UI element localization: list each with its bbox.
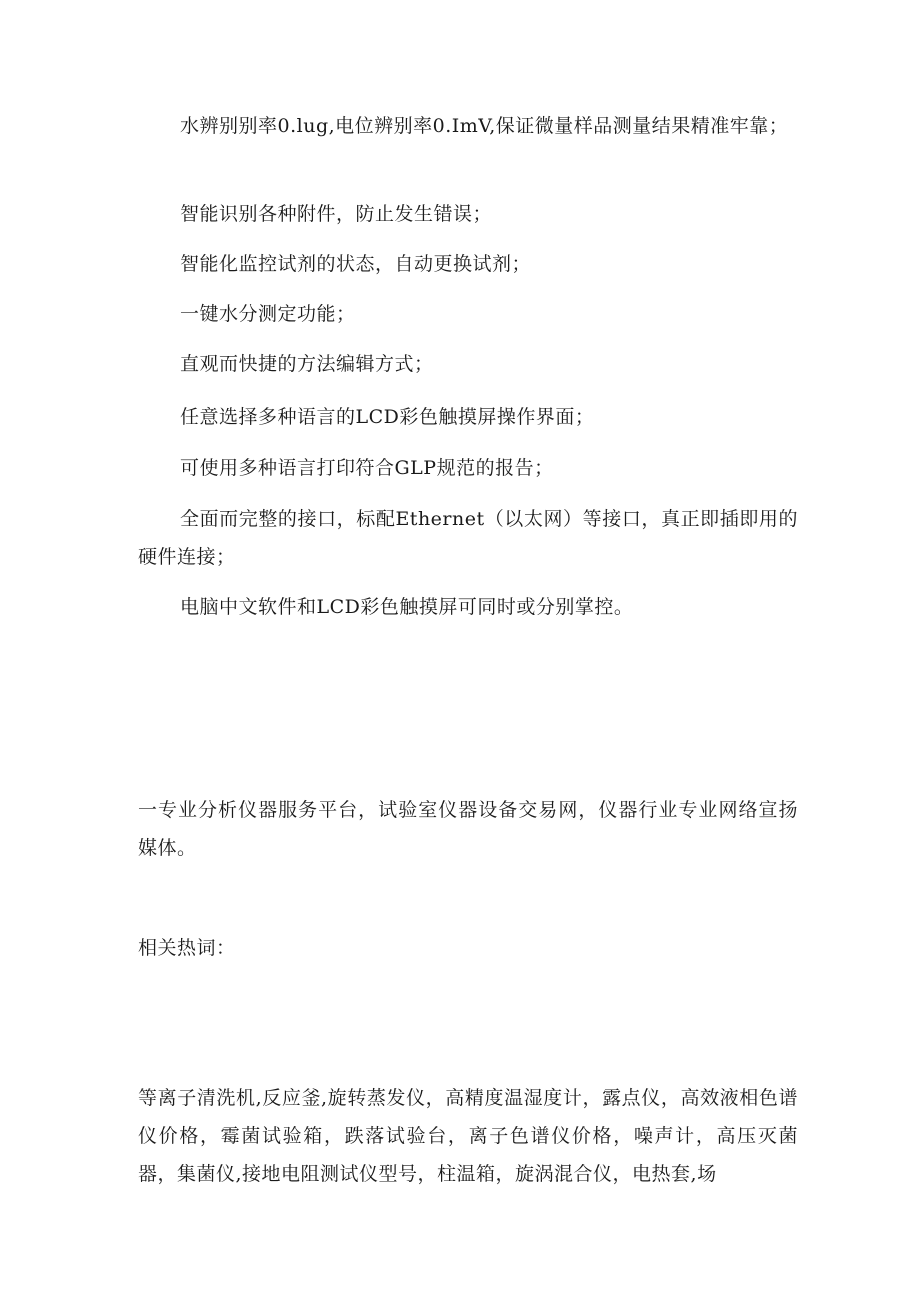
feature-item-interfaces: 全面而完整的接口，标配Ethernet（以太网）等接口，真正即插即用的硬件连接； [138, 508, 798, 568]
feature-item-glp-reports: 可使用多种语言打印符合GLP规范的报告； [180, 457, 554, 479]
feature-item-lcd-languages: 任意选择多种语言的LCD彩色触摸屏操作界面； [180, 406, 595, 428]
related-keywords-list: 等离子清洗机,反应釜,旋转蒸发仪，高精度温湿度计，露点仪，高效液相色谱仪价格，霉菌试验箱，跌落试验台，离子色谱仪价格，噪声计，高压灭菌器，集菌仪,接地电阻测试仪型号，柱温箱，旋涡混合仪，电热套,场 [138, 1087, 798, 1185]
feature-item-software-control: 电脑中文软件和LCD彩色触摸屏可同时或分别掌控。 [180, 596, 634, 618]
related-keywords-heading: 相关热词： [138, 937, 236, 959]
feature-item-one-key-measurement: 一键水分测定功能； [180, 303, 356, 325]
platform-description: 一专业分析仪器服务平台，试验室仪器设备交易网，仪器行业专业网络宣扬媒体。 [138, 799, 798, 859]
feature-item-resolution: 水辨别别率0.lug,电位辨别率0.ImV,保证微量样品测量结果精准牢靠； [180, 115, 789, 137]
feature-item-accessory-recognition: 智能识别各种附件，防止发生错误； [180, 203, 493, 225]
feature-item-reagent-monitoring: 智能化监控试剂的状态，自动更换试剂； [180, 253, 532, 275]
feature-item-method-editing: 直观而快捷的方法编辑方式； [180, 353, 434, 375]
